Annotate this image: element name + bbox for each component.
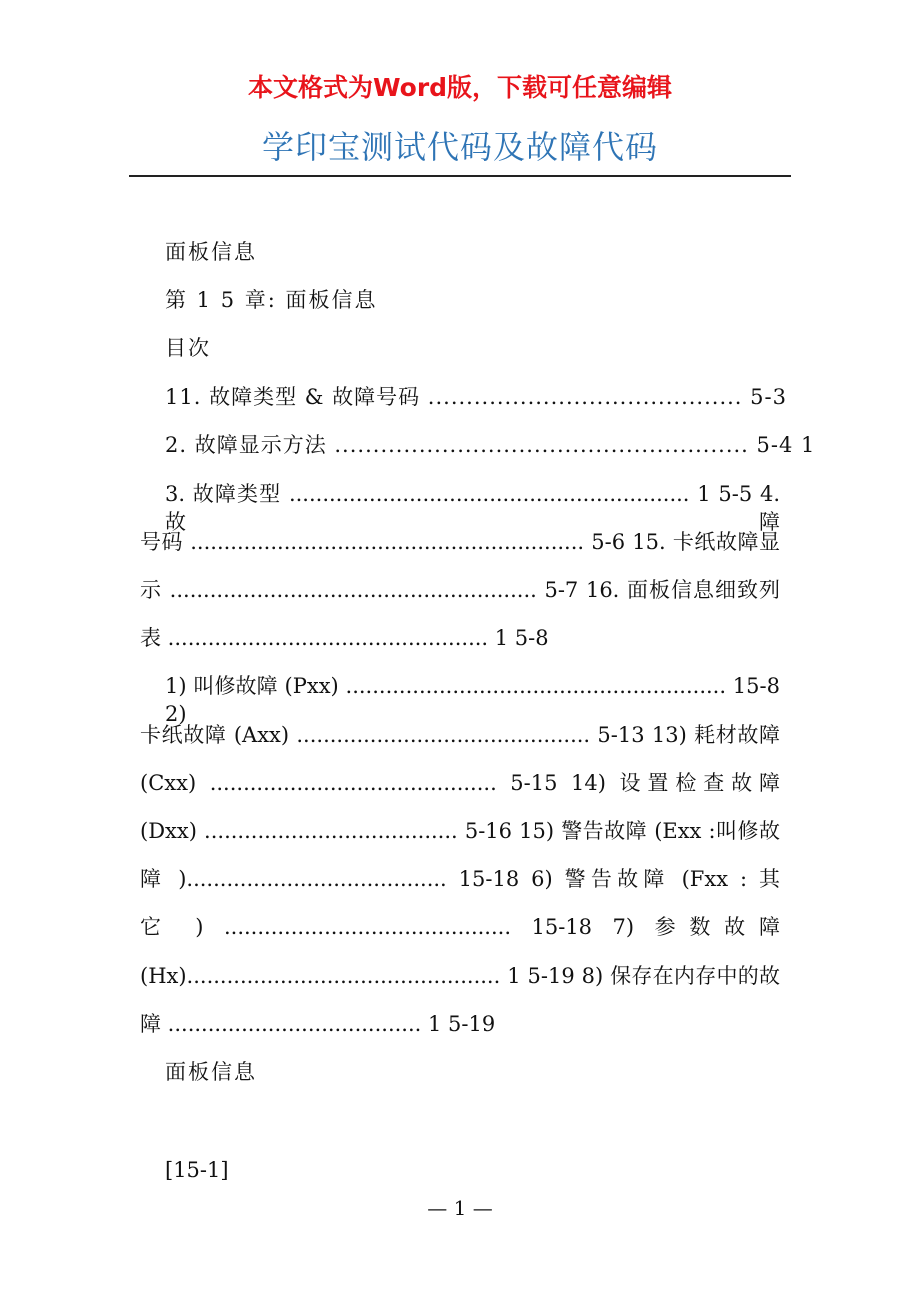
toc-heading: 目次	[165, 336, 211, 360]
toc-line: 1) 叫修故障 (Pxx) ......................................................... 15-8 2)	[165, 674, 780, 726]
toc-line: 它 ) ........................................... 15-18 7) 参数故障	[140, 915, 780, 939]
chapter-heading: 第 1 5 章: 面板信息	[165, 288, 378, 312]
toc-line: 表 ................................................ 1 5-8	[140, 626, 549, 650]
paragraph: 面板信息	[165, 240, 257, 264]
toc-line: 示 ....................................................... 5-7 16. 面板信息细致列	[140, 578, 780, 602]
header-divider	[129, 175, 791, 177]
toc-line: 2. 故障显示方法 ...................................................... 5-4 1	[165, 433, 816, 457]
toc-line: 障 ...................................... 1 5-19	[140, 1012, 496, 1036]
toc-line: 11. 故障类型 & 故障号码 ......................................... 5-3	[165, 385, 787, 409]
toc-line: 3. 故障类型 ............................................................ 1 5-5 4. 故障	[165, 482, 780, 534]
toc-line: 障 )....................................... 15-18 6) 警告故障 (Fxx : 其	[140, 867, 780, 891]
document-title: 学印宝测试代码及故障代码	[261, 128, 658, 166]
toc-line: (Dxx) ...................................... 5-16 15) 警告故障 (Exx :叫修故	[140, 819, 780, 843]
download-banner: 本文格式为Word版，下载可任意编辑	[247, 73, 673, 102]
toc-line: (Cxx) ........................................... 5-15 14) 设置检查故障	[140, 771, 780, 795]
toc-line: 号码 ........................................................... 5-6 15. 卡纸故障显	[140, 530, 780, 554]
paragraph: 面板信息	[165, 1060, 257, 1084]
page-reference: [15-1]	[165, 1158, 229, 1182]
toc-line: (Hx)............................................... 1 5-19 8) 保存在内存中的故	[140, 964, 780, 988]
toc-line: 卡纸故障 (Axx) ............................................ 5-13 13) 耗材故障	[140, 723, 780, 747]
page-number: — 1 —	[427, 1196, 493, 1220]
